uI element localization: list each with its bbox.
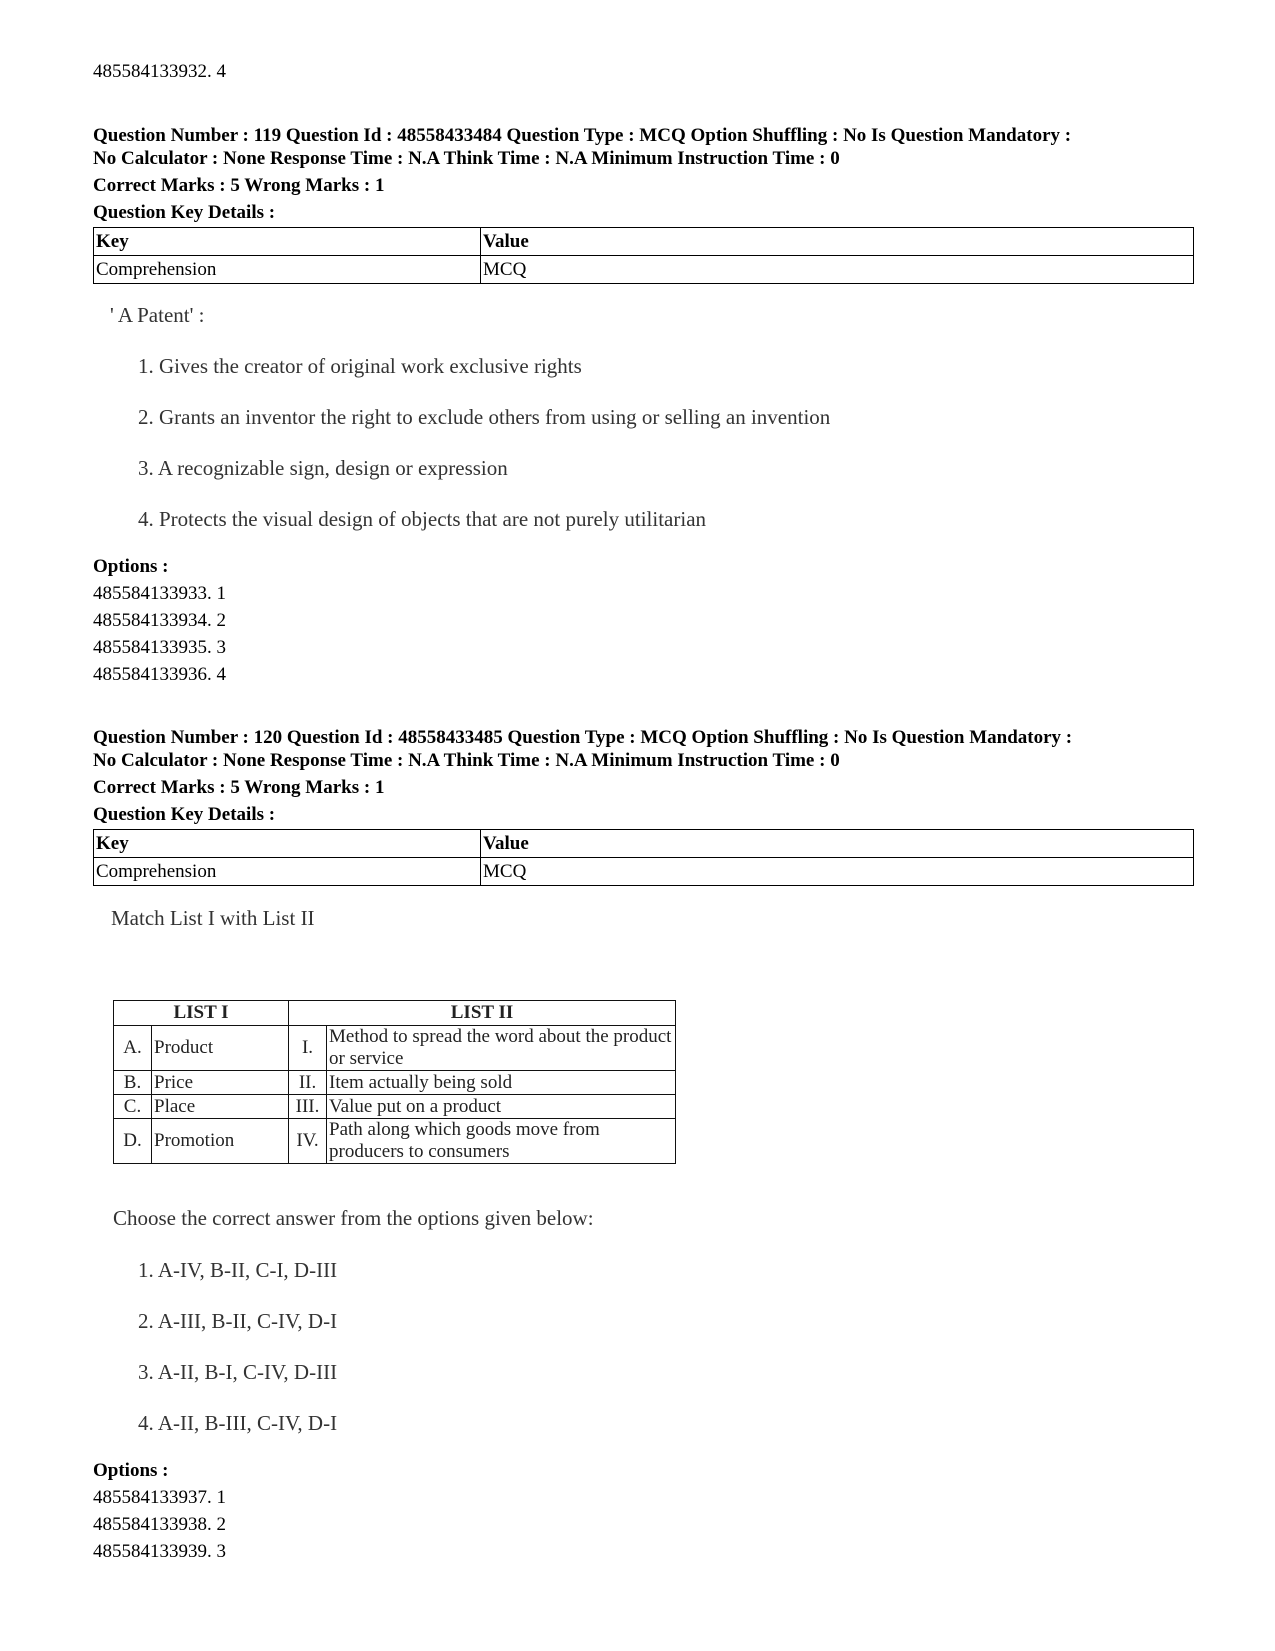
- table-row: [114, 1026, 676, 1071]
- list-i-item: Product: [152, 1026, 289, 1071]
- table-row: [114, 1001, 676, 1026]
- key-header: Key: [94, 830, 481, 858]
- q120-option-3: 485584133939. 3: [93, 1541, 226, 1562]
- q120-option-1: 485584133937. 1: [93, 1487, 226, 1508]
- key-cell: Comprehension: [94, 858, 481, 886]
- previous-option-4: 485584133932. 4: [93, 61, 226, 82]
- q120-header-line2: No Calculator : None Response Time : N.A Think Time : N.A Minimum Instruction Time : 0: [93, 750, 840, 771]
- list-ii-numeral: III.: [289, 1095, 327, 1119]
- table-row: [94, 858, 1194, 886]
- list-ii-item: Value put on a product: [327, 1095, 676, 1119]
- table-row: [94, 256, 1194, 284]
- table-row: [94, 228, 1194, 256]
- table-row: [114, 1119, 676, 1164]
- q119-marks: Correct Marks : 5 Wrong Marks : 1: [93, 175, 385, 196]
- value-cell: MCQ: [481, 858, 1194, 886]
- list-i-item: Promotion: [152, 1119, 289, 1164]
- q119-option-3: 485584133935. 3: [93, 637, 226, 658]
- table-row: [94, 830, 1194, 858]
- list-ii-numeral: I.: [289, 1026, 327, 1071]
- q119-stem: ' A Patent' :: [110, 303, 205, 327]
- q120-options-label: Options :: [93, 1460, 169, 1481]
- q120-choice-2: 2. A-III, B-II, C-IV, D-I: [138, 1309, 338, 1333]
- value-header: Value: [481, 830, 1194, 858]
- q119-key-table: [93, 227, 1194, 284]
- q120-key-details-label: Question Key Details :: [93, 804, 276, 825]
- q120-choice-1: 1. A-IV, B-II, C-I, D-III: [138, 1258, 338, 1282]
- q119-option-4: 485584133936. 4: [93, 664, 226, 685]
- list-ii-item: Path along which goods move from producers to consumers: [327, 1119, 676, 1164]
- q120-stem: Match List I with List II: [111, 906, 315, 930]
- list-ii-numeral: IV.: [289, 1119, 327, 1164]
- list-i-item: Price: [152, 1071, 289, 1095]
- list-i-letter: D.: [114, 1119, 152, 1164]
- q120-instruction: Choose the correct answer from the options given below:: [113, 1206, 594, 1230]
- list-i-letter: B.: [114, 1071, 152, 1095]
- table-row: [114, 1095, 676, 1119]
- list-ii-item: Item actually being sold: [327, 1071, 676, 1095]
- list-i-header: LIST I: [114, 1001, 289, 1026]
- q119-choice-3: 3. A recognizable sign, design or expression: [138, 456, 508, 480]
- q120-header-line1: Question Number : 120 Question Id : 48558433485 Question Type : MCQ Option Shuffling : No Is Question Mandatory :: [93, 727, 1073, 748]
- q119-choice-2: 2. Grants an inventor the right to exclude others from using or selling an invention: [138, 405, 831, 429]
- table-row: [114, 1071, 676, 1095]
- key-header: Key: [94, 228, 481, 256]
- q119-header-line1: Question Number : 119 Question Id : 48558433484 Question Type : MCQ Option Shuffling : No Is Question Mandatory :: [93, 125, 1072, 146]
- key-cell: Comprehension: [94, 256, 481, 284]
- q120-choice-3: 3. A-II, B-I, C-IV, D-III: [138, 1360, 338, 1384]
- q120-key-table: [93, 829, 1194, 886]
- q119-option-2: 485584133934. 2: [93, 610, 226, 631]
- list-i-letter: A.: [114, 1026, 152, 1071]
- list-i-letter: C.: [114, 1095, 152, 1119]
- q119-option-1: 485584133933. 1: [93, 583, 226, 604]
- q119-header-line2: No Calculator : None Response Time : N.A Think Time : N.A Minimum Instruction Time : 0: [93, 148, 840, 169]
- list-i-item: Place: [152, 1095, 289, 1119]
- q120-option-2: 485584133938. 2: [93, 1514, 226, 1535]
- q119-choice-1: 1. Gives the creator of original work exclusive rights: [138, 354, 582, 378]
- list-ii-numeral: II.: [289, 1071, 327, 1095]
- value-cell: MCQ: [481, 256, 1194, 284]
- q119-key-details-label: Question Key Details :: [93, 202, 276, 223]
- q120-choice-4: 4. A-II, B-III, C-IV, D-I: [138, 1411, 338, 1435]
- match-list-table: [113, 1000, 676, 1164]
- q119-choice-4: 4. Protects the visual design of objects that are not purely utilitarian: [138, 507, 707, 531]
- value-header: Value: [481, 228, 1194, 256]
- q119-options-label: Options :: [93, 556, 169, 577]
- q120-marks: Correct Marks : 5 Wrong Marks : 1: [93, 777, 385, 798]
- list-ii-item: Method to spread the word about the product or service: [327, 1026, 676, 1071]
- list-ii-header: LIST II: [289, 1001, 676, 1026]
